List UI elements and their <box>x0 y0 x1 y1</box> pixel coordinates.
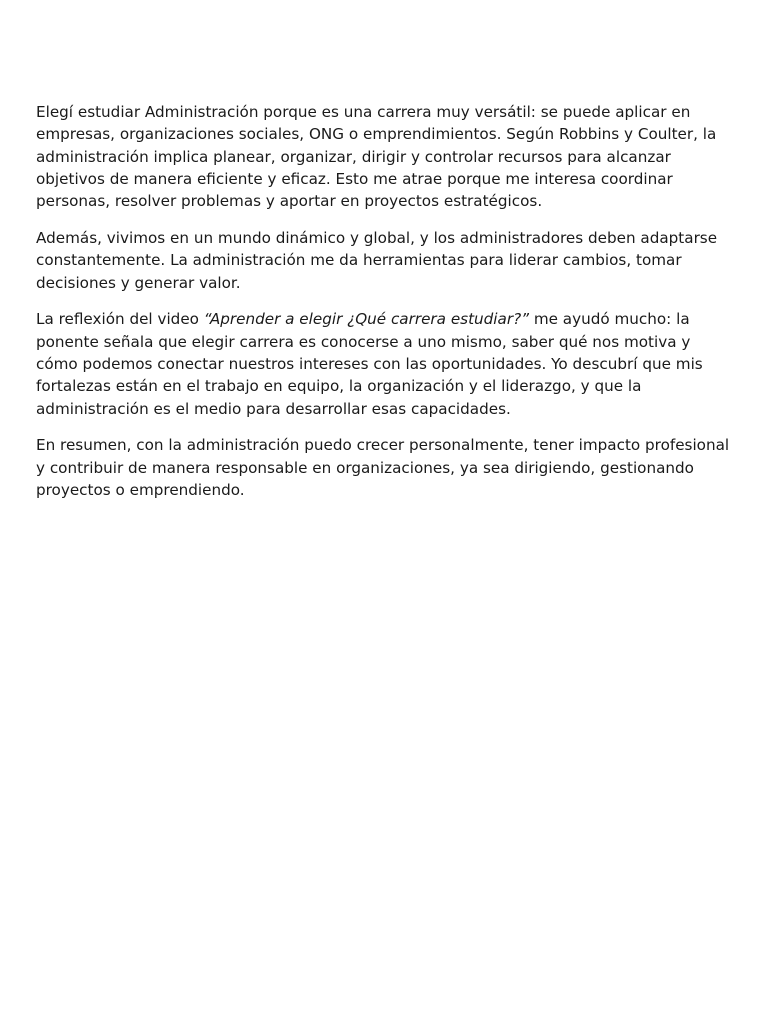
video-title: “Aprender a elegir ¿Qué carrera estudiar?” <box>203 310 529 329</box>
paragraph-4: En resumen, con la administración puedo crecer personalmente, tener impacto profesional y contribuir de manera responsable en organizaciones, ya sea dirigiendo, gestionando proyectos o emprendiendo. <box>36 436 730 499</box>
paragraph-1: Elegí estudiar Administración porque es una carrera muy versátil: se puede aplicar en empresas, organizaciones sociales, ONG o emprendimientos. Según Robbins y Coulter, la administración implica planear, organizar, dirigir y controlar recursos para alcanzar objetivos de manera eficiente y eficaz. Esto me atrae porque me interesa coordinar personas, resolver problemas y aportar en proyectos estratégicos. <box>36 103 717 211</box>
paragraph-3-intro: La reflexión del video <box>36 310 204 329</box>
document-body <box>36 101 736 516</box>
paragraph-3-rest: me ayudó mucho: la ponente señala que elegir carrera es conocerse a uno mismo, saber qué nos motiva y cómo podemos conectar nuestros intereses con las oportunidades. Yo descubrí que mis fortalezas están en el trabajo en equipo, la organización y el liderazgo, y que la administración es el medio para desarrollar esas capacidades. <box>36 310 703 418</box>
paragraph-3 <box>36 308 736 419</box>
paragraph-2: Además, vivimos en un mundo dinámico y global, y los administradores deben adaptarse constantemente. La administración me da herramientas para liderar cambios, tomar decisiones y generar valor. <box>36 228 718 292</box>
